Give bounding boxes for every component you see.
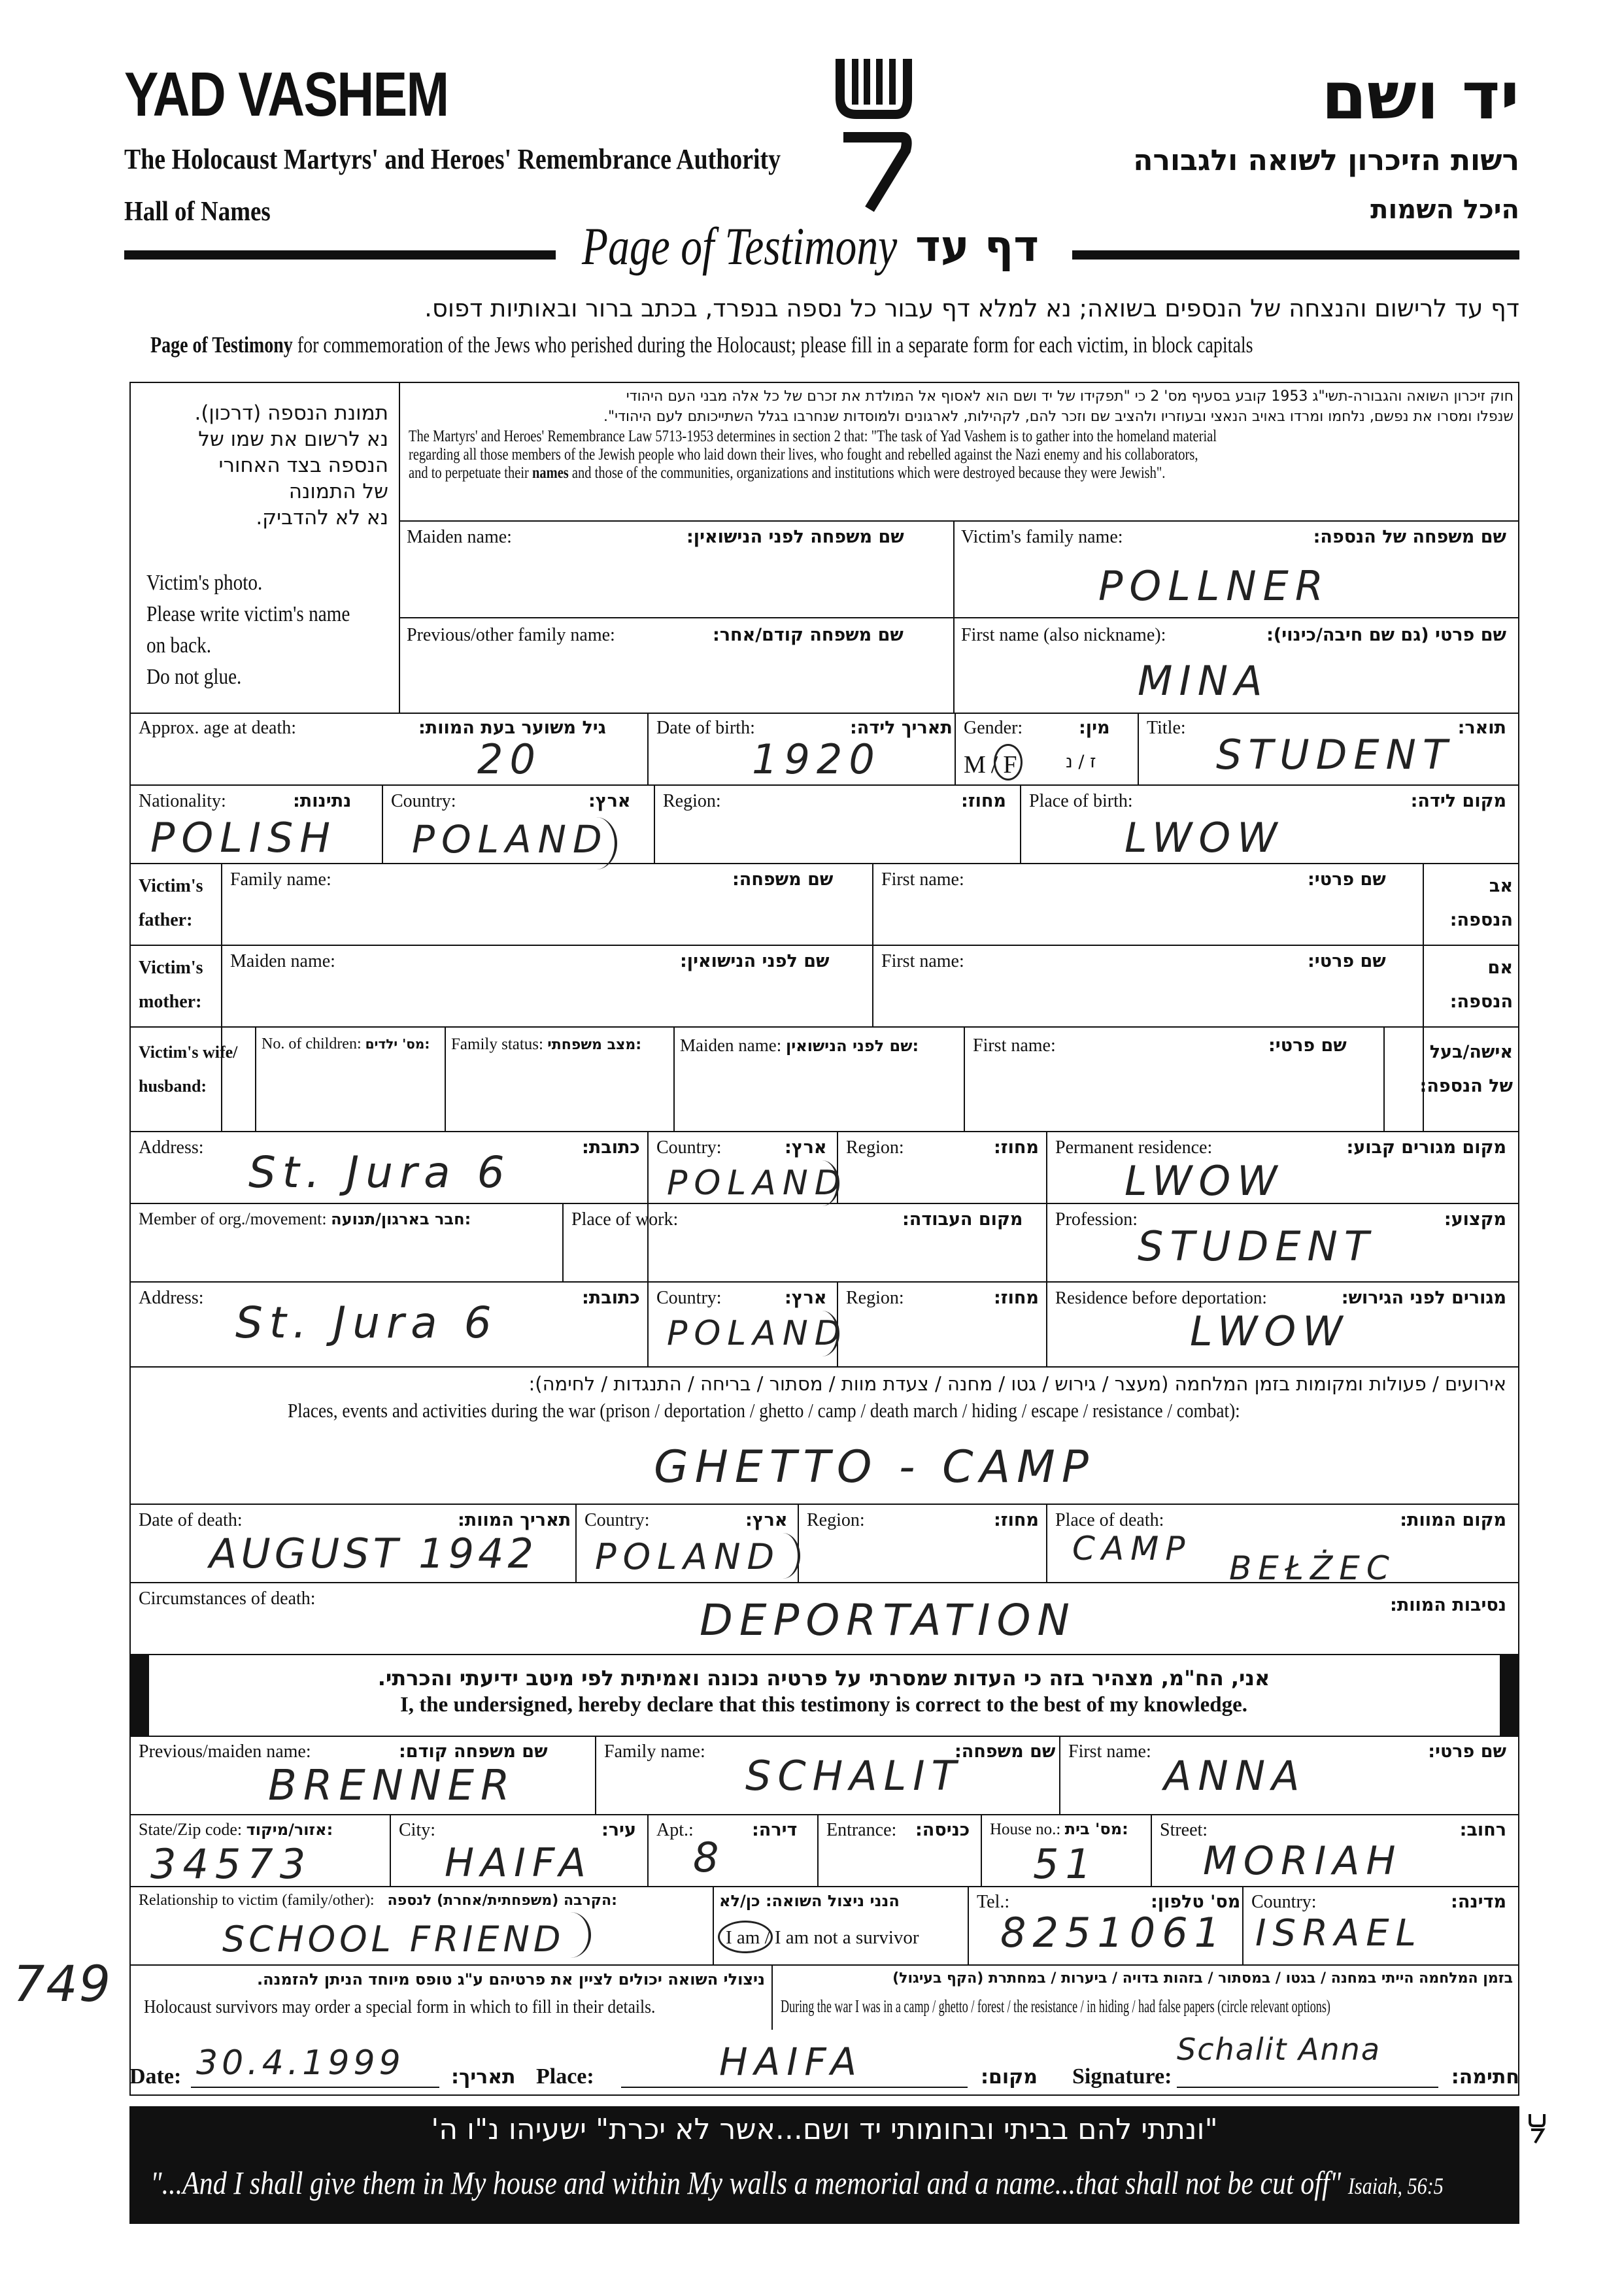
- residence-country-label-he: ארץ:: [785, 1137, 827, 1158]
- place-of-death-label: Place of death:: [1055, 1510, 1164, 1530]
- hall-of-names-he: היכל השמות: [1370, 195, 1519, 225]
- war-events-value[interactable]: GHETTO - CAMP: [654, 1441, 1095, 1493]
- relationship-circle-mark: [549, 1912, 591, 1958]
- law-en-3a: and to perpetuate their: [409, 464, 532, 482]
- previous-family-name-label: Previous/other family name:: [407, 625, 615, 645]
- member-org-label-he: חבר בארגון/תנועה:: [331, 1210, 471, 1228]
- apt-label: Apt.:: [656, 1820, 694, 1840]
- intro-en-bold: Page of Testimony: [150, 332, 293, 358]
- children-label-he: מס' ילדים:: [365, 1036, 430, 1052]
- signature-label: Signature:: [1072, 2064, 1172, 2089]
- dob-label-he: תאריך לידה:: [850, 718, 953, 738]
- photo-note-he-1: תמונת הנספה (דרכון).: [194, 401, 388, 425]
- photo-box: [131, 383, 398, 713]
- city-label-he: עיר:: [601, 1820, 636, 1840]
- law-en-1: The Martyrs' and Heroes' Remembrance Law 5713-1953 determines in section 2 that: "The task of Yad Vashem is to gather into the homeland material: [409, 428, 1217, 445]
- profession-label-he: מקצוע:: [1444, 1209, 1506, 1230]
- place-of-death-value-1[interactable]: CAMP: [1072, 1530, 1192, 1568]
- zip-value[interactable]: 34573: [150, 1840, 313, 1888]
- war-events-label-he: אירועים / פעולות ומקומות בזמן המלחמה (מעצר / גירוש / גטו / מחנה / צעדת מוות / מסתור / בריחה / התנגדות / לחימה):: [528, 1373, 1506, 1395]
- first-name-label-he: שם פרטי (גם שם חיבה/כינוי):: [1266, 625, 1506, 645]
- declaration-bar-right: [1500, 1654, 1519, 1736]
- during-war-note-he: בזמן המלחמה הייתי במחנה / בגטו / במסתור / בזהות בדויה / ביערות / במחתרת (הקף בעיגול): [892, 1970, 1513, 1987]
- relationship-label-en: Relationship to victim (family/other):: [139, 1892, 375, 1909]
- yad-vashem-logo: [830, 52, 915, 216]
- law-en-3: [409, 464, 1315, 482]
- address-label-he: כתובת:: [582, 1137, 640, 1158]
- submitter-country-label-he: מדינה:: [1451, 1892, 1506, 1912]
- place-of-death-label-he: מקום המוות:: [1400, 1510, 1506, 1530]
- intro-he: דף עד לרישום והנצחה של הנספים בשואה; נא למלא דף עבור כל נספה בנפרד, בכתב ברור ובאותיות דפוס.: [424, 294, 1519, 322]
- hall-of-names-en: Hall of Names: [124, 197, 271, 227]
- spouse-label-he-1: אישה/בעל: [1429, 1042, 1513, 1062]
- first-name-label: First name (also nickname):: [961, 625, 1166, 645]
- survivor-circle: [718, 1921, 773, 1953]
- spouse-label-he-2: של הנספה:: [1419, 1076, 1513, 1096]
- survivor-options[interactable]: I am / I am not a survivor: [726, 1927, 919, 1948]
- during-war-note-en: During the war I was in a camp / ghetto / forest / the resistance / in hiding / had false papers (circle relevant options): [781, 1996, 1330, 2016]
- relationship-label: [139, 1892, 617, 1909]
- nationality-label-he: נתינות:: [293, 791, 352, 811]
- declaration-en: I, the undersigned, hereby declare that this testimony is correct to the best of my knowledge.: [399, 1693, 1248, 1717]
- title-bar-right: [1072, 250, 1519, 260]
- father-label-he-2: הנספה:: [1449, 910, 1513, 930]
- street-value[interactable]: MORIAH: [1203, 1838, 1402, 1884]
- submitter-first-name-label-he: שם פרטי:: [1428, 1741, 1506, 1762]
- place-label-he: מקום:: [981, 2066, 1038, 2089]
- residence-country-label: Country:: [656, 1137, 722, 1158]
- profession-label: Profession:: [1055, 1209, 1138, 1230]
- house-no-label-he: מס' בית:: [1064, 1820, 1128, 1838]
- spouse-label: [139, 1035, 237, 1103]
- tel-value[interactable]: 8251061: [1000, 1909, 1227, 1957]
- father-label-1: Victim's: [139, 876, 203, 896]
- age-label: Approx. age at death:: [139, 718, 297, 738]
- country-circle-mark: [575, 817, 617, 869]
- mother-maiden-name-label-he: שם לפני הנישואין:: [680, 951, 830, 971]
- submitter-family-name-label-he: שם משפחה:: [955, 1741, 1056, 1762]
- spouse-label-1: Victim's wife/: [139, 1043, 238, 1062]
- date-label-he: תאריך:: [451, 2066, 516, 2089]
- city-label: City:: [399, 1820, 436, 1840]
- relationship-value[interactable]: SCHOOL FRIEND: [222, 1919, 565, 1960]
- death-country-value[interactable]: POLAND: [595, 1536, 781, 1577]
- country-label-he: ארץ:: [588, 791, 631, 811]
- father-family-name-label: Family name:: [230, 869, 331, 890]
- age-value[interactable]: 20: [477, 735, 542, 783]
- street-label: Street:: [1160, 1820, 1208, 1840]
- region-label-he: מחוז:: [961, 791, 1006, 811]
- relationship-label-he: הקרבה (משפחתית/אחרת) לנספה:: [387, 1892, 617, 1909]
- spouse-label-2: husband:: [139, 1077, 207, 1096]
- residence-region-label-he: מחוז:: [994, 1137, 1039, 1158]
- residence-country-value[interactable]: POLAND: [667, 1164, 847, 1203]
- title-bar-left: [124, 250, 556, 260]
- mother-maiden-name-label: Maiden name:: [230, 951, 335, 971]
- gender-label-he: מין:: [1079, 718, 1110, 738]
- photo-note-he-4: של התמונה: [288, 480, 388, 503]
- law-he-1: חוק זיכרון השואה והגבורה-תשי"ג 1953 קובע בסעיף מס' 2 כי "תפקידו של יד ושם הוא לאסוף אל המולדת את זכרם של כל אלה מבני העם היהודי: [626, 388, 1514, 405]
- spouse-first-name-label: First name:: [973, 1035, 1056, 1056]
- title-label: Title:: [1147, 718, 1186, 738]
- mother-label: [139, 951, 203, 1019]
- photo-note-en-2: Please write victim's name: [146, 602, 350, 626]
- tel-label: Tel.:: [977, 1892, 1010, 1912]
- death-country-circle-mark: [765, 1533, 800, 1579]
- death-country-label: Country:: [584, 1510, 650, 1530]
- signature-label-he: חתימה:: [1451, 2066, 1519, 2089]
- photo-note-en-3: on back.: [146, 633, 212, 658]
- member-org-label: [139, 1209, 471, 1229]
- mother-label-he-1: אם: [1487, 958, 1513, 978]
- circumstances-label: Circumstances of death:: [139, 1588, 316, 1609]
- zip-label-en: State/Zip code:: [139, 1820, 243, 1839]
- date-of-death-label: Date of death:: [139, 1510, 243, 1530]
- declaration-bar-left: [129, 1654, 149, 1736]
- submitter-family-name-label: Family name:: [604, 1741, 705, 1762]
- intro-en: [150, 332, 1253, 358]
- victim-family-name-label: Victim's family name:: [961, 527, 1123, 547]
- family-status-label: [451, 1035, 641, 1054]
- spouse-maiden-label-en: Maiden name:: [680, 1035, 782, 1055]
- father-first-name-label-he: שם פרטי:: [1308, 869, 1386, 890]
- spouse-first-name-label-he: שם פרטי:: [1268, 1035, 1347, 1056]
- residence-country-circle-mark: [804, 1160, 839, 1206]
- submitter-first-name-label: First name:: [1068, 1741, 1151, 1762]
- photo-note-he-2: נא לרשום את שמו של: [198, 428, 388, 451]
- maiden-name-label: Maiden name:: [407, 527, 512, 547]
- place-of-birth-label-he: מקום לידה:: [1410, 791, 1506, 811]
- gender-label: Gender:: [964, 718, 1023, 738]
- father-label-2: father:: [139, 910, 193, 930]
- address2-country-circle-mark: [804, 1311, 839, 1356]
- father-label: [139, 869, 203, 937]
- children-label-en: No. of children:: [262, 1035, 362, 1052]
- spouse-maiden-label-he: שם לפני הנישואין:: [785, 1037, 919, 1055]
- org-name-he: יד ושם: [1321, 58, 1519, 134]
- region-label: Region:: [663, 791, 721, 811]
- mother-label-he-2: הנספה:: [1449, 992, 1513, 1012]
- residence-before-label-he: מגורים לפני הגירוש:: [1341, 1288, 1506, 1308]
- photo-note-he-5: נא לא להדביק.: [256, 506, 388, 529]
- mother-first-name-label: First name:: [881, 951, 964, 971]
- survivors-note-he: ניצולי השואה יכולים לציין את פרטיהם ע"ג טופס מיוחד הניתן להזמנה.: [257, 1970, 765, 1989]
- gender-female-circle: [994, 744, 1023, 781]
- victim-first-name-value[interactable]: MINA: [1138, 657, 1269, 705]
- address2-country-label-he: ארץ:: [785, 1288, 827, 1308]
- date-of-death-value[interactable]: AUGUST 1942: [209, 1530, 537, 1577]
- city-value[interactable]: HAIFA: [445, 1840, 592, 1886]
- law-en-2: regarding all those members of the Jewish people who laid down their lives, who fought and rebelled against the Nazi enemy and his collaborators,: [409, 446, 1198, 463]
- mother-label-he: [1450, 951, 1513, 1019]
- circumstances-label-he: נסיבות המוות:: [1390, 1595, 1506, 1615]
- title-label-he: תואר:: [1457, 718, 1506, 738]
- address2-label: Address:: [139, 1288, 204, 1308]
- death-country-label-he: ארץ:: [745, 1510, 788, 1530]
- member-org-label-en: Member of org./movement:: [139, 1209, 327, 1228]
- authority-name-en: The Holocaust Martyrs' and Heroes' Remembrance Authority: [124, 143, 781, 175]
- date-value[interactable]: 30.4.1999: [196, 2043, 405, 2083]
- family-status-label-he: מצב משפחתי:: [547, 1037, 642, 1053]
- address2-country-value[interactable]: POLAND: [667, 1314, 847, 1353]
- nationality-value[interactable]: POLISH: [150, 814, 337, 862]
- signature-value[interactable]: Schalit Anna: [1177, 2032, 1381, 2067]
- house-no-value[interactable]: 51: [1033, 1840, 1098, 1888]
- place-value[interactable]: HAIFA: [719, 2040, 864, 2084]
- gender-options-he: ז / נ: [1066, 752, 1096, 772]
- maiden-name-label-he: שם משפחה לפני הנישואין:: [686, 527, 904, 547]
- street-label-he: רחוב:: [1459, 1820, 1506, 1840]
- spouse-label-he: [1420, 1035, 1513, 1103]
- death-region-label: Region:: [807, 1510, 865, 1530]
- profession-value[interactable]: STUDENT: [1138, 1222, 1376, 1270]
- address-label: Address:: [139, 1137, 204, 1158]
- quote-en: [150, 2164, 1444, 2202]
- residence-region-label: Region:: [846, 1137, 904, 1158]
- entrance-label: Entrance:: [826, 1820, 897, 1840]
- survivor-label-he: הנני ניצול השואה: כן/לא: [719, 1892, 900, 1910]
- father-family-name-label-he: שם משפחה:: [732, 869, 834, 890]
- country-label: Country:: [391, 791, 456, 811]
- residence-before-label: Residence before deportation:: [1055, 1288, 1267, 1307]
- permanent-residence-value[interactable]: LWOW: [1125, 1157, 1284, 1205]
- place-label: Place:: [536, 2064, 594, 2089]
- place-of-death-value-2[interactable]: BEŁŻEC: [1229, 1549, 1396, 1587]
- family-status-label-en: Family status:: [451, 1035, 543, 1053]
- permanent-residence-label: Permanent residence:: [1055, 1137, 1213, 1158]
- apt-value[interactable]: 8: [693, 1834, 726, 1881]
- small-logo-icon: [1527, 2111, 1547, 2144]
- address2-region-label-he: מחוז:: [994, 1288, 1039, 1308]
- law-text: [409, 388, 1514, 482]
- quote-ref: Isaiah, 56:5: [1347, 2173, 1444, 2199]
- gender-options[interactable]: M/F: [964, 751, 1023, 779]
- circumstances-value[interactable]: DEPORTATION: [700, 1595, 1076, 1645]
- previous-family-name-label-he: שם משפחה קודם/אחר:: [713, 625, 904, 645]
- declaration-he: אני, הח"מ, מצהיר בזה כי העדות שמסרתי על פרטיה נכונה ואמיתית לפי מיטב ידיעתי והכרתי.: [377, 1666, 1270, 1690]
- submitter-country-label: Country:: [1251, 1892, 1317, 1912]
- submitter-prev-name-value[interactable]: BRENNER: [268, 1762, 516, 1810]
- father-label-he: [1450, 869, 1513, 937]
- residence-before-value[interactable]: LWOW: [1190, 1307, 1349, 1355]
- submitter-family-name-value[interactable]: SCHALIT: [745, 1752, 963, 1800]
- place-of-work-label: Place of work:: [571, 1209, 679, 1230]
- tel-label-he: מס' טלפון:: [1151, 1892, 1241, 1912]
- place-of-birth-label: Place of birth:: [1029, 791, 1133, 811]
- submitter-first-name-value[interactable]: ANNA: [1164, 1752, 1306, 1800]
- permanent-residence-label-he: מקום מגורים קבוע:: [1346, 1137, 1506, 1158]
- father-first-name-label: First name:: [881, 869, 964, 890]
- mother-label-2: mother:: [139, 992, 202, 1012]
- death-region-label-he: מחוז:: [994, 1510, 1039, 1530]
- authority-name-he: רשות הזיכרון לשואה ולגבורה: [1133, 144, 1519, 177]
- photo-note-he-3: הנספה בצד האחורי: [218, 454, 388, 477]
- dob-value[interactable]: 1920: [752, 735, 881, 783]
- dob-label: Date of birth:: [656, 718, 755, 738]
- mother-label-1: Victim's: [139, 958, 203, 978]
- submitter-prev-name-label-he: שם משפחה קודם:: [399, 1741, 548, 1762]
- quote-en-text: "...And I shall give them in My house and within My walls a memorial and a name...that shall not be cut off": [150, 2164, 1342, 2201]
- father-label-he-1: אב: [1489, 876, 1513, 896]
- date-of-death-label-he: תאריך המוות:: [458, 1510, 571, 1530]
- photo-note-en-4: Do not glue.: [146, 665, 242, 689]
- address2-country-label: Country:: [656, 1288, 722, 1308]
- survivors-note-en: Holocaust survivors may order a special form in which to fill in their details.: [144, 1996, 656, 2017]
- children-label: [262, 1035, 430, 1053]
- victim-family-name-label-he: שם משפחה של הנספה:: [1313, 527, 1506, 547]
- law-en-3c: and those of the communities, organizations and institutions which were destroyed because they were Jewish".: [568, 464, 1166, 482]
- zip-label-he: אזור/מיקוד:: [246, 1821, 333, 1839]
- photo-note-en-1: Victim's photo.: [146, 571, 263, 595]
- war-events-label-en: Places, events and activities during the war (prison / deportation / ghetto / camp / death march / hiding / escape / resistance / combat):: [288, 1399, 1240, 1422]
- house-no-label-en: House no.:: [990, 1821, 1061, 1838]
- address2-label-he: כתובת:: [582, 1288, 640, 1308]
- place-of-birth-value[interactable]: LWOW: [1125, 814, 1284, 862]
- zip-label: [139, 1820, 333, 1840]
- title-value[interactable]: STUDENT: [1216, 731, 1454, 779]
- side-note-number: 749: [13, 1955, 112, 2013]
- law-en-3b: names: [532, 464, 569, 482]
- apt-label-he: דירה:: [752, 1820, 798, 1840]
- date-label: Date:: [129, 2064, 182, 2089]
- entrance-label-he: כניסה:: [915, 1820, 970, 1840]
- country-value[interactable]: POLAND: [412, 817, 609, 862]
- spouse-maiden-label: [680, 1035, 919, 1056]
- submitter-prev-name-label: Previous/maiden name:: [139, 1741, 311, 1762]
- age-label-he: גיל משוער בעת המוות:: [418, 718, 606, 738]
- submitter-country-value[interactable]: ISRAEL: [1255, 1912, 1423, 1955]
- house-no-label: [990, 1820, 1128, 1839]
- page-title-en: Page of Testimony: [582, 216, 898, 276]
- page-title-he: דף עד: [915, 221, 1040, 271]
- victim-family-name-value[interactable]: POLLNER: [1098, 562, 1330, 610]
- intro-en-text: for commemoration of the Jews who perished during the Holocaust; please fill in a separate form for each victim, in block capitals: [292, 332, 1253, 358]
- address-value[interactable]: St. Jura 6: [248, 1147, 511, 1198]
- address2-region-label: Region:: [846, 1288, 904, 1308]
- quote-he: "ונתתי להם בביתי ובחומותי יד ושם...אשר לא יכרת" ישעיהו נ"ו ה': [431, 2113, 1218, 2146]
- org-name-en: YAD VASHEM: [124, 59, 448, 129]
- address2-value[interactable]: St. Jura 6: [235, 1298, 498, 1348]
- nationality-label: Nationality:: [139, 791, 226, 811]
- law-he-2: שנפלו ומסרו את נפשם, נלחמו ומרדו באויב הנאצי ובעוזריו ולהציב שם וזכר להם, לקהילות, לארגונים ולמוסדות שנחרבו בגלל השתייכותם לעם היהודי".: [603, 409, 1514, 425]
- mother-first-name-label-he: שם פרטי:: [1308, 951, 1386, 971]
- place-of-work-label-he: מקום העבודה:: [902, 1209, 1023, 1230]
